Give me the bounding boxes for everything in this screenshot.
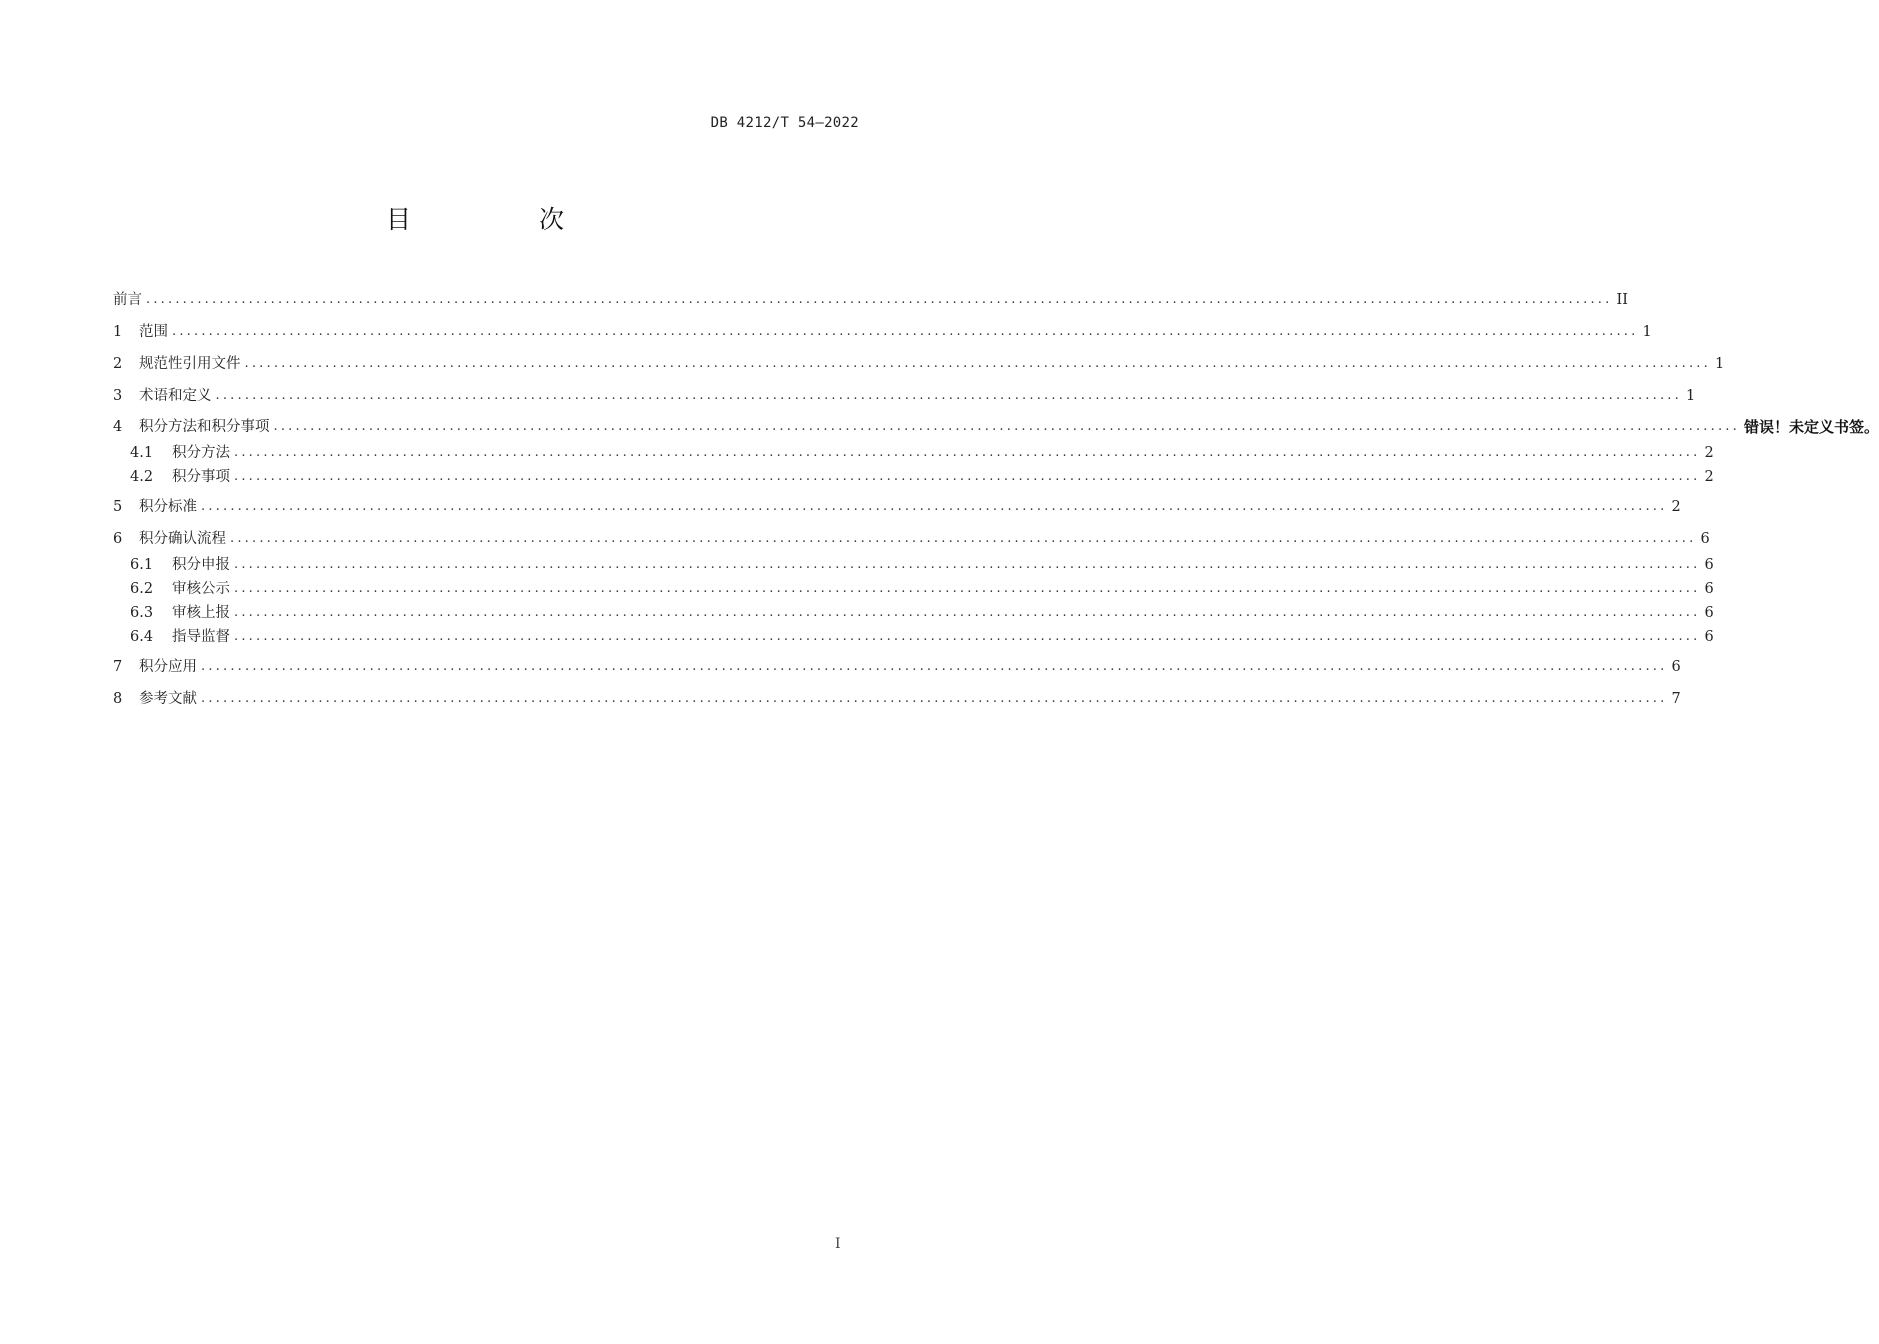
toc-entry[interactable] bbox=[113, 494, 1681, 516]
toc-title: 目 次 bbox=[386, 205, 624, 234]
toc-entry-number: 6.1 bbox=[130, 557, 154, 573]
toc-entry-page: 6 bbox=[1704, 629, 1714, 645]
toc-leader-dots: ........................................................................................................................................................................................................ bbox=[234, 445, 1701, 460]
toc-entry[interactable] bbox=[113, 351, 1725, 373]
toc-entry-page: 2 bbox=[1671, 499, 1681, 515]
toc-leader-dots: ........................................................................................................................................................................................................ bbox=[234, 605, 1701, 620]
toc-entry-number: 6.3 bbox=[130, 605, 154, 621]
toc-entry-number: 6 bbox=[113, 531, 123, 547]
toc-entry-number: 2 bbox=[113, 356, 123, 372]
toc-entry-label: 积分方法 bbox=[172, 445, 230, 461]
toc-leader-dots: ........................................................................................................................................................................................................ bbox=[244, 356, 1711, 371]
toc-entry-page: II bbox=[1616, 292, 1628, 308]
toc-entry-page: 7 bbox=[1671, 691, 1681, 707]
toc-entry-page: 6 bbox=[1704, 557, 1714, 573]
toc-entry-label: 审核上报 bbox=[172, 605, 230, 621]
toc-entry-page: 6 bbox=[1704, 605, 1714, 621]
toc-entry[interactable] bbox=[130, 440, 1714, 462]
toc-entry-page: 1 bbox=[1685, 388, 1696, 404]
toc-entry-label: 参考文献 bbox=[139, 691, 197, 707]
toc-entry[interactable] bbox=[130, 464, 1714, 486]
toc-entry-page: 1 bbox=[1642, 324, 1652, 340]
toc-entry-label: 术语和定义 bbox=[139, 388, 212, 404]
toc-leader-dots: ........................................................................................................................................................................................................ bbox=[230, 531, 1697, 546]
toc-leader-dots: ........................................................................................................................................................................................................ bbox=[146, 292, 1613, 307]
toc-entry[interactable] bbox=[130, 600, 1714, 622]
toc-entry-label: 积分标准 bbox=[139, 499, 197, 515]
toc-entry-label: 积分方法和积分事项 bbox=[139, 419, 270, 435]
toc-leader-dots: ........................................................................................................................................................................................................ bbox=[273, 419, 1740, 434]
toc-entry-label: 审核公示 bbox=[172, 581, 230, 597]
toc-entry-number: 4.1 bbox=[130, 445, 154, 461]
toc-entry-page: 6 bbox=[1671, 659, 1681, 675]
toc-entry[interactable] bbox=[113, 414, 1879, 436]
toc-entry-page: 2 bbox=[1704, 445, 1714, 461]
toc-entry-label: 积分确认流程 bbox=[139, 531, 226, 547]
toc-entry-label: 规范性引用文件 bbox=[139, 356, 241, 372]
toc-leader-dots: ........................................................................................................................................................................................................ bbox=[201, 659, 1668, 674]
page-number: I bbox=[835, 1236, 841, 1252]
toc-entry-number: 1 bbox=[113, 324, 123, 340]
toc-entry-label: 指导监督 bbox=[172, 629, 230, 645]
toc-leader-dots: ........................................................................................................................................................................................................ bbox=[234, 557, 1701, 572]
toc-leader-dots: ........................................................................................................................................................................................................ bbox=[172, 324, 1639, 339]
toc-entry[interactable] bbox=[113, 526, 1710, 548]
toc-entry-label: 范围 bbox=[139, 324, 168, 340]
toc-entry[interactable] bbox=[113, 383, 1696, 405]
toc-entry-number: 7 bbox=[113, 659, 123, 675]
toc-entry[interactable] bbox=[130, 624, 1714, 646]
toc-entry-label: 积分申报 bbox=[172, 557, 230, 573]
toc-entry[interactable] bbox=[113, 287, 1628, 309]
toc-entry-label: 前言 bbox=[113, 292, 142, 308]
toc-entry-label: 积分事项 bbox=[172, 469, 230, 485]
toc-entry-number: 4.2 bbox=[130, 469, 154, 485]
toc-entry-number: 5 bbox=[113, 499, 123, 515]
toc-entry-label: 积分应用 bbox=[139, 659, 197, 675]
toc-leader-dots: ........................................................................................................................................................................................................ bbox=[234, 629, 1701, 644]
toc-leader-dots: ........................................................................................................................................................................................................ bbox=[215, 388, 1682, 403]
toc-entry[interactable] bbox=[113, 319, 1652, 341]
toc-entry-page: 2 bbox=[1704, 469, 1714, 485]
toc-entry-number: 3 bbox=[113, 388, 123, 404]
toc-leader-dots: ........................................................................................................................................................................................................ bbox=[234, 469, 1701, 484]
document-code: DB 4212/T 54—2022 bbox=[710, 115, 859, 131]
toc-entry[interactable] bbox=[113, 654, 1681, 676]
toc-entry[interactable] bbox=[130, 552, 1714, 574]
toc-entry-number: 4 bbox=[113, 419, 123, 435]
toc-entry[interactable] bbox=[130, 576, 1714, 598]
toc-entry[interactable] bbox=[113, 686, 1681, 708]
toc-entry-number: 6.4 bbox=[130, 629, 154, 645]
toc-entry-bookmark-error: 错误！未定义书签。 bbox=[1743, 418, 1879, 436]
toc-entry-page: 1 bbox=[1714, 356, 1725, 372]
toc-leader-dots: ........................................................................................................................................................................................................ bbox=[201, 499, 1668, 514]
toc-leader-dots: ........................................................................................................................................................................................................ bbox=[234, 581, 1701, 596]
toc-entry-number: 6.2 bbox=[130, 581, 154, 597]
toc-entry-number: 8 bbox=[113, 691, 123, 707]
toc-entry-page: 6 bbox=[1700, 531, 1710, 547]
toc-entry-page: 6 bbox=[1704, 581, 1714, 597]
toc-leader-dots: ........................................................................................................................................................................................................ bbox=[201, 691, 1668, 706]
